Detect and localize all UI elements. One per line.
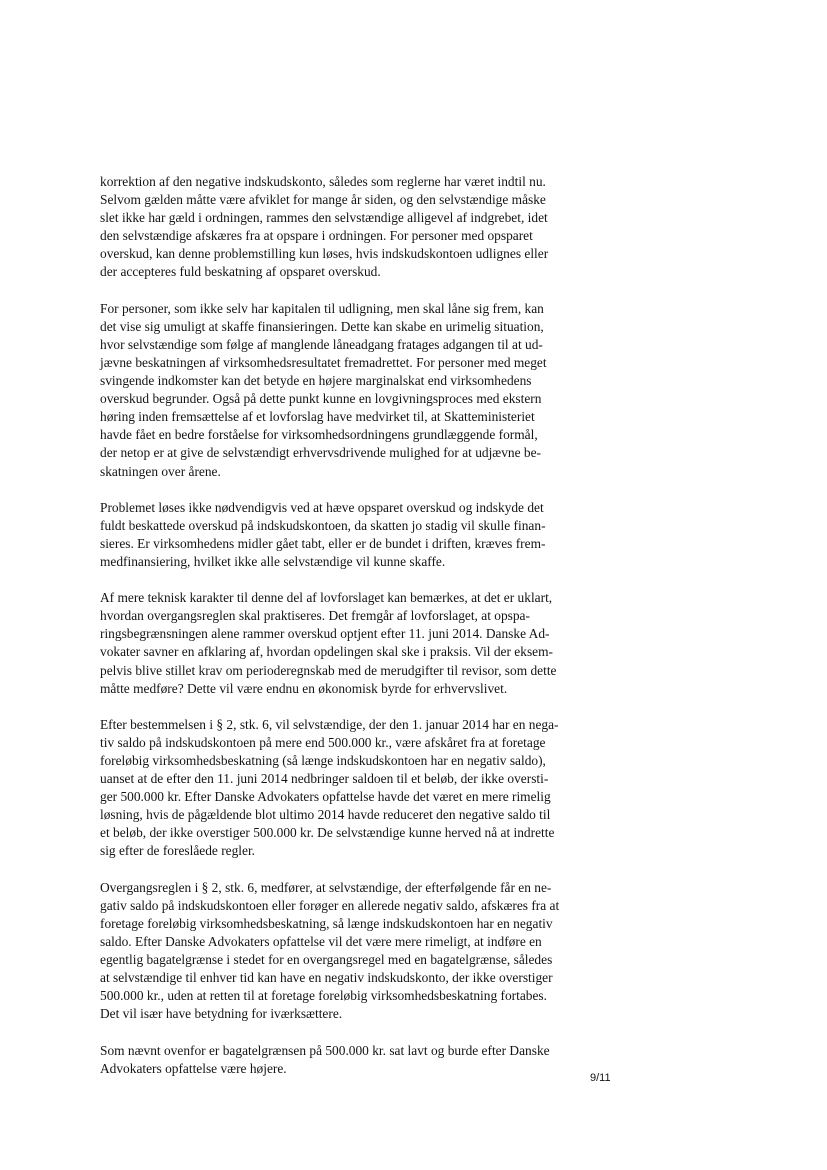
text-line: Efter bestemmelsen i § 2, stk. 6, vil selvstændige, der den 1. januar 2014 har en nega- [100,716,559,732]
text-line: overskud begrunder. Også på dette punkt kunne en lovgivningsproces med ekstern [100,391,542,407]
text-line: egentlig bagatelgrænse i stedet for en overgangsregel med en bagatelgrænse, således [100,952,553,968]
paragraph [100,499,594,571]
text-line: hvordan overgangsreglen skal praktiseres. Det fremgår af lovforslaget, at opspa- [100,608,530,624]
body-text [100,173,594,1096]
text-line: korrektion af den negative indskudskonto, således som reglerne har været indtil nu. [100,174,546,189]
text-line: pelvis blive stillet krav om perioderegnskab med de merudgifter til revisor, som dette [100,662,557,678]
paragraph [100,589,594,698]
text-line: tiv saldo på indskudskontoen på mere end 500.000 kr., være afskåret fra at foretage [100,734,546,750]
text-line: foretage foreløbig virksomhedsbeskatning, så længe indskudskontoen har en negativ [100,915,553,931]
text-line: medfinansiering, hvilket ikke alle selvstændige vil kunne skaffe. [100,553,446,569]
paragraph [100,879,594,1024]
text-line: Af mere teknisk karakter til denne del af lovforslaget kan bemærkes, at det er uklart, [100,590,553,606]
text-line: havde fået en bedre forståelse for virksomhedsordningens grundlæggende formål, [100,427,538,443]
text-line: Overgangsreglen i § 2, stk. 6, medfører, at selvstændige, der efterfølgende får en ne- [100,879,552,895]
text-line: Det vil især have betydning for iværksættere. [100,1006,343,1022]
text-line: et beløb, der ikke overstiger 500.000 kr. De selvstændige kunne herved nå at indrette [100,825,555,841]
text-line: løsning, hvis de pågældende blot ultimo 2014 havde reduceret den negative saldo til [100,807,551,823]
text-line: slet ikke har gæld i ordningen, rammes den selvstændige alligevel af indgrebet, idet [100,210,548,226]
text-line: fuldt beskattede overskud på indskudskontoen, da skatten jo stadig vil skulle finan- [100,517,546,533]
paragraph [100,1042,594,1078]
page-number: 9/11 [590,1072,611,1084]
text-line: at selvstændige til enhver tid kan have en negativ indskudskonto, der ikke overstiger [100,970,553,986]
text-line: jævne beskatningen af virksomhedsresultatet fremadrettet. For personer med meget [100,354,547,370]
text-line: 500.000 kr., uden at retten til at foretage foreløbig virksomhedsbeskatning fortabes. [100,988,547,1004]
paragraph [100,300,594,481]
text-line: sieres. Er virksomhedens midler gået tabt, eller er de bundet i driften, kræves frem- [100,535,546,551]
text-line: uanset at de efter den 11. juni 2014 nedbringer saldoen til et beløb, der ikke oversti- [100,771,549,787]
text-line: der netop er at give de selvstændigt erhvervsdrivende mulighed for at udjævne be- [100,445,542,461]
text-line: hvor selvstændige som følge af manglende låneadgang fratages adgangen til at ud- [100,336,543,352]
paragraph [100,173,594,282]
text-line: sig efter de foreslåede regler. [100,843,256,859]
text-line: Som nævnt ovenfor er bagatelgrænsen på 500.000 kr. sat lavt og burde efter Danske [100,1042,550,1058]
text-line: Problemet løses ikke nødvendigvis ved at hæve opsparet overskud og indskyde det [100,499,544,515]
text-line: Selvom gælden måtte være afviklet for mange år siden, og den selvstændige måske [100,192,546,208]
text-line: vokater savner en afklaring af, hvordan opdelingen skal ske i praksis. Vil der eksem- [100,644,553,660]
paragraph [100,716,594,861]
text-line: foreløbig virksomhedsbeskatning (så længe indskudskontoen har en negativ saldo), [100,753,546,768]
text-line: den selvstændige afskæres fra at opspare i ordningen. For personer med opsparet [100,228,533,244]
text-line: måtte medføre? Dette vil være endnu en økonomisk byrde for erhvervslivet. [100,680,508,696]
text-line: ringsbegrænsningen alene rammer overskud optjent efter 11. juni 2014. Danske Ad- [100,626,550,642]
text-line: overskud, kan denne problemstilling kun løses, hvis indskudskontoen udlignes eller [100,246,549,262]
text-line: skatningen over årene. [100,463,221,479]
text-line: Advokaters opfattelse være højere. [100,1060,287,1076]
text-line: saldo. Efter Danske Advokaters opfattelse vil det være mere rimeligt, at indføre en [100,933,542,949]
text-line: det vise sig umuligt at skaffe finansieringen. Dette kan skabe en urimelig situation, [100,318,544,334]
text-line: ger 500.000 kr. Efter Danske Advokaters opfattelse havde det været en mere rimelig [100,789,551,805]
text-line: høring inden fremsættelse af et lovforslag have medvirket til, at Skatteministeriet [100,409,535,425]
text-line: der accepteres fuld beskatning af opsparet overskud. [100,264,381,280]
text-line: gativ saldo på indskudskontoen eller forøger en allerede negativ saldo, afskæres fra at [100,897,560,913]
text-line: For personer, som ikke selv har kapitalen til udligning, men skal låne sig frem, kan [100,300,544,316]
text-line: svingende indkomster kan det betyde en højere marginalskat end virksomhedens [100,373,532,389]
